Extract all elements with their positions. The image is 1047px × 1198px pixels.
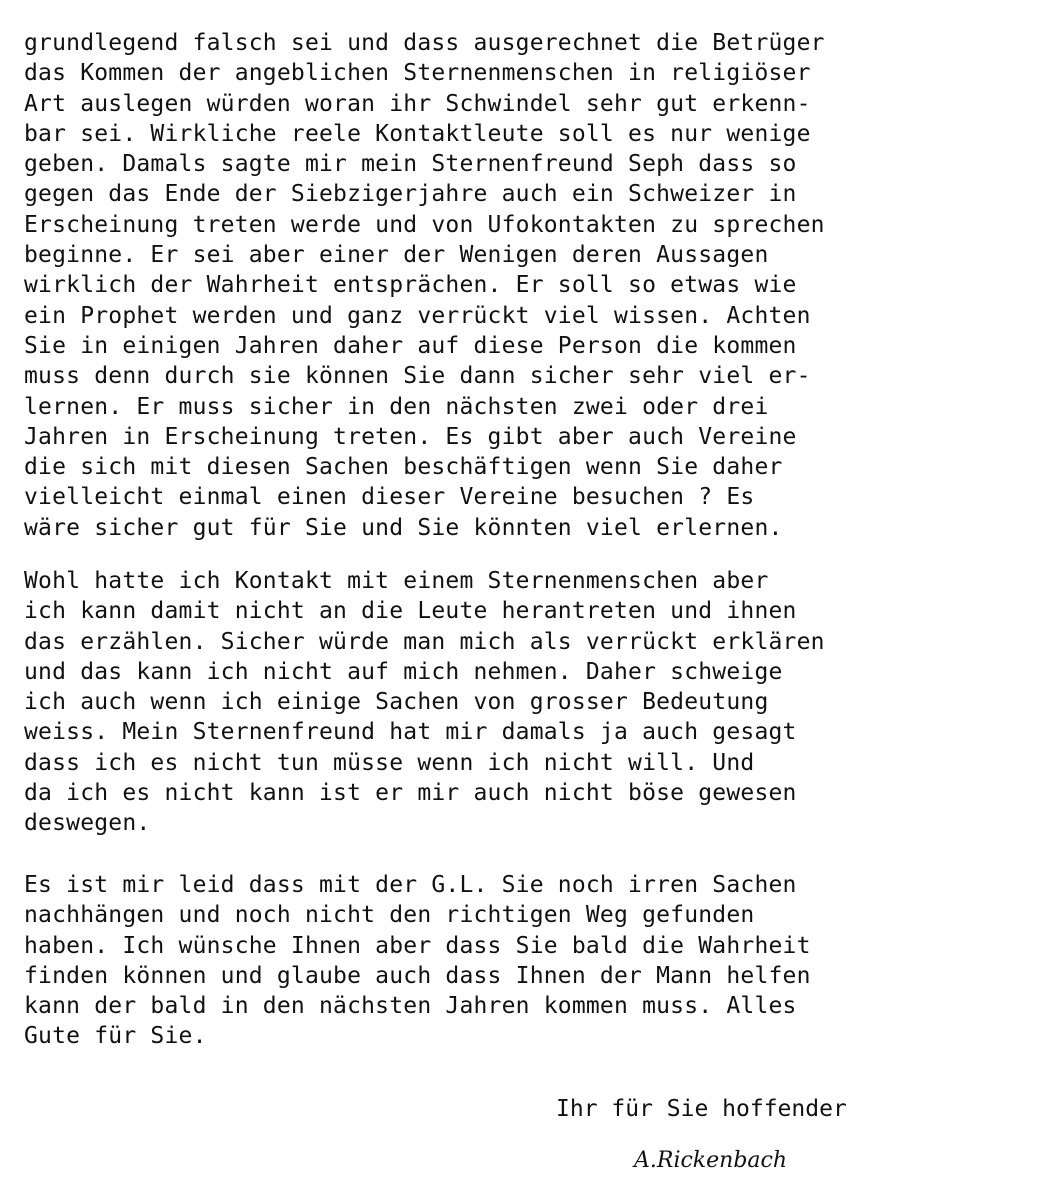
text-line: Jahren in Erscheinung treten. Es gibt aber auch Vereine — [24, 423, 797, 450]
text-line: da ich es nicht kann ist er mir auch nicht böse gewesen — [24, 780, 797, 807]
text-line: muss denn durch sie können Sie dann sicher sehr viel er- — [24, 363, 811, 390]
text-line: wirklich der Wahrheit entsprächen. Er soll so etwas wie — [24, 272, 797, 299]
closing-phrase: Ihr für Sie hoffender — [556, 1096, 847, 1122]
text-line: Sie in einigen Jahren daher auf diese Person die kommen — [24, 332, 797, 359]
text-line: haben. Ich wünsche Ihnen aber dass Sie bald die Wahrheit — [24, 932, 811, 959]
text-line: gegen das Ende der Siebzigerjahre auch ein Schweizer in — [24, 181, 797, 208]
text-line: Es ist mir leid dass mit der G.L. Sie noch irren Sachen — [24, 872, 797, 898]
text-line: grundlegend falsch sei und dass ausgerechnet die Betrüger — [24, 30, 825, 56]
text-line: bar sei. Wirkliche reele Kontaktleute soll es nur wenige — [24, 120, 811, 147]
text-line: das Kommen der angeblichen Sternenmenschen in religiöser — [24, 60, 811, 87]
text-line: lernen. Er muss sicher in den nächsten zwei oder drei — [24, 393, 769, 420]
text-line: das erzählen. Sicher würde man mich als verrückt erklären — [24, 628, 825, 655]
text-line: Wohl hatte ich Kontakt mit einem Sternenmenschen aber — [24, 568, 769, 594]
paragraph-3 — [24, 870, 1034, 1052]
text-line: kann der bald in den nächsten Jahren kommen muss. Alles — [24, 993, 797, 1020]
paragraph-1 — [24, 28, 1034, 543]
text-line: ein Prophet werden und ganz verrückt viel wissen. Achten — [24, 302, 811, 329]
text-line: vielleicht einmal einen dieser Vereine besuchen ? Es — [24, 484, 755, 511]
text-line: deswegen. — [24, 810, 151, 837]
text-line: die sich mit diesen Sachen beschäftigen wenn Sie daher — [24, 454, 783, 481]
text-line: wäre sicher gut für Sie und Sie könnten viel erlernen. — [24, 514, 783, 541]
paragraph-2 — [24, 566, 1034, 839]
text-line: finden können und glaube auch dass Ihnen der Mann helfen — [24, 962, 811, 989]
signature: A.Rickenbach — [634, 1148, 788, 1173]
text-line: beginne. Er sei aber einer der Wenigen deren Aussagen — [24, 242, 769, 269]
text-line: und das kann ich nicht auf mich nehmen. Daher schweige — [24, 658, 783, 685]
text-line: ich auch wenn ich einige Sachen von grosser Bedeutung — [24, 689, 769, 716]
text-line: Art auslegen würden woran ihr Schwindel sehr gut erkenn- — [24, 90, 811, 117]
text-line: ich kann damit nicht an die Leute herantreten und ihnen — [24, 598, 797, 625]
text-line: weiss. Mein Sternenfreund hat mir damals ja auch gesagt — [24, 719, 797, 746]
text-line: Erscheinung treten werde und von Ufokontakten zu sprechen — [24, 211, 825, 238]
text-line: nachhängen und noch nicht den richtigen Weg gefunden — [24, 902, 755, 929]
text-line: Gute für Sie. — [24, 1023, 207, 1050]
text-line: geben. Damals sagte mir mein Sternenfreund Seph dass so — [24, 151, 797, 178]
text-line: dass ich es nicht tun müsse wenn ich nicht will. Und — [24, 749, 755, 776]
